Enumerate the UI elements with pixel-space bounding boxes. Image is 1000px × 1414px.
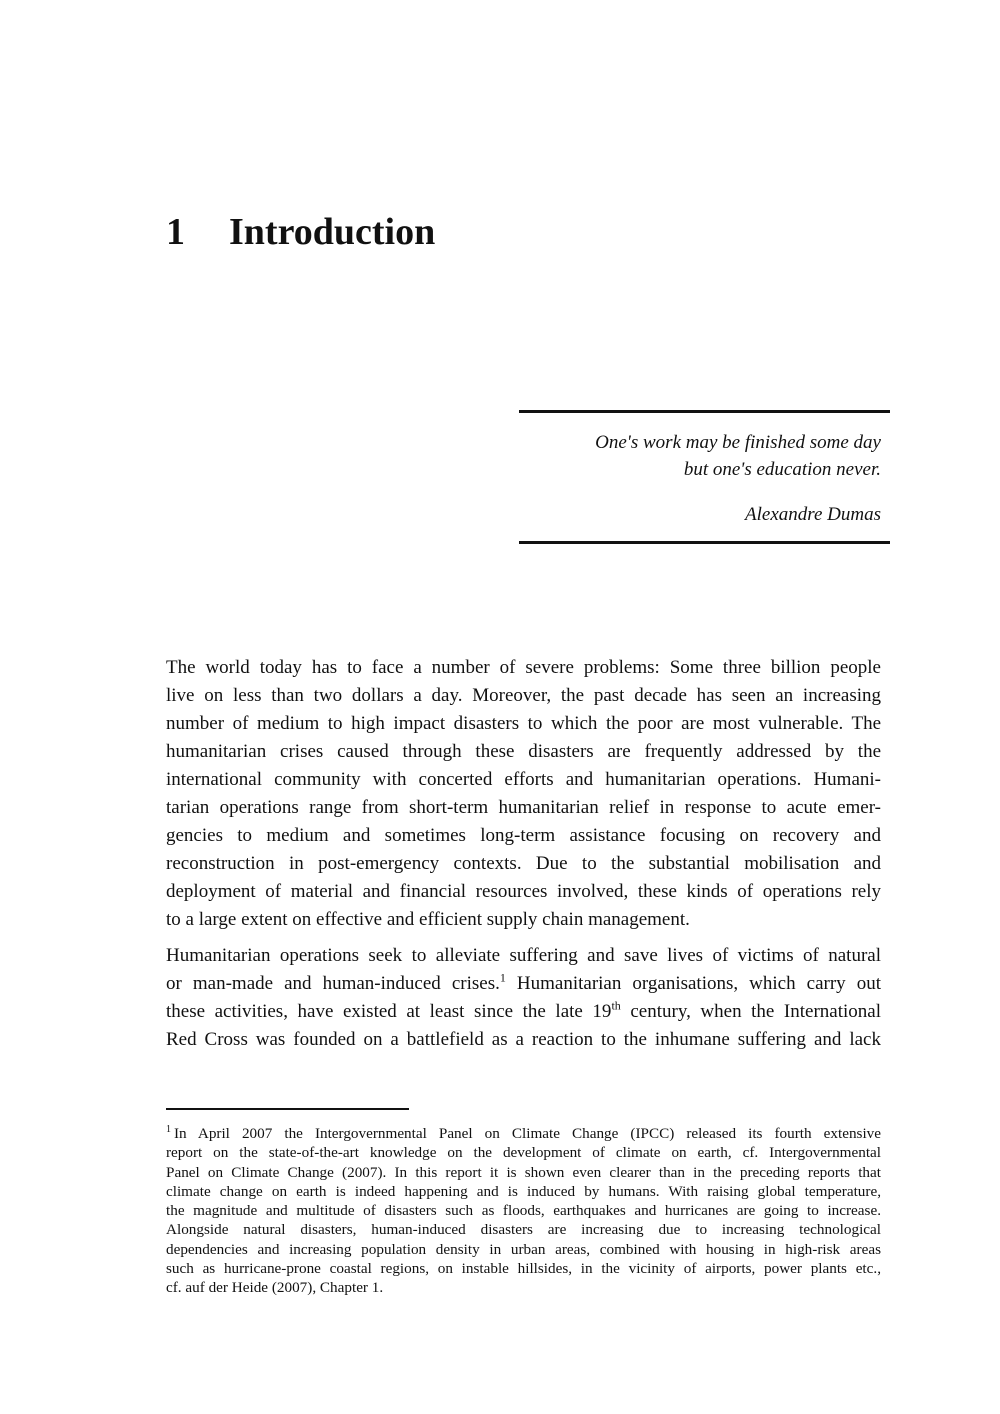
footnote bbox=[166, 1124, 881, 1298]
footnote-line: Panel on Climate Change (2007). In this report it is shown even clearer than in the preceding reports that bbox=[166, 1163, 881, 1181]
paragraph-line: international community with concerted efforts and humanitarian operations. Humani- bbox=[166, 769, 881, 790]
epigraph-quote-line-2: but one's education never. bbox=[683, 459, 881, 480]
chapter-title: Introduction bbox=[229, 211, 436, 253]
footnote-line: such as hurricane-prone coastal regions, on instable hillsides, in the vicinity of airports, power plants etc., bbox=[166, 1260, 881, 1278]
paragraph-line: number of medium to high impact disasters to which the poor are most vulnerable. The bbox=[166, 713, 881, 734]
paragraph-line: gencies to medium and sometimes long-term assistance focusing on recovery and bbox=[166, 825, 881, 846]
paragraph-line: Humanitarian operations seek to alleviate suffering and save lives of victims of natural bbox=[166, 945, 881, 966]
paragraph-line: live on less than two dollars a day. Moreover, the past decade has seen an increasing bbox=[166, 685, 881, 706]
epigraph-bottom-rule bbox=[519, 541, 890, 544]
footnote-text: In April 2007 the Intergovernmental Panel on Climate Change (IPCC) released its fourth extensive bbox=[174, 1125, 881, 1142]
footnote-line: the magnitude and multitude of disasters such as floods, earthquakes and hurricanes are going to increase. bbox=[166, 1202, 881, 1220]
footnote-line: report on the state-of-the-art knowledge on the development of climate on earth, cf. Intergovernmental bbox=[166, 1144, 881, 1162]
paragraph-line: Red Cross was founded on a battlefield as a reaction to the inhumane suffering and lack bbox=[166, 1029, 881, 1050]
footnote-line: dependencies and increasing population density in urban areas, combined with housing in high-risk areas bbox=[166, 1240, 881, 1258]
epigraph bbox=[519, 410, 890, 544]
footnote-line: Alongside natural disasters, human-induced disasters are increasing due to increasing technological bbox=[166, 1221, 881, 1239]
paragraph-line: humanitarian crises caused through these disasters are frequently addressed by the bbox=[166, 741, 881, 762]
paragraph-line: to a large extent on effective and efficient supply chain management. bbox=[166, 909, 690, 930]
line-text: or man-made and human-induced crises. bbox=[166, 973, 500, 994]
footnote-line bbox=[166, 1124, 881, 1143]
paragraph-2 bbox=[166, 942, 881, 1054]
footnote-number: 1 bbox=[166, 1123, 171, 1135]
line-text: these activities, have existed at least since the late 19 bbox=[166, 1001, 612, 1022]
paragraph-line bbox=[166, 970, 881, 998]
paragraph-line: reconstruction in post-emergency contexts. Due to the substantial mobilisation and bbox=[166, 853, 881, 874]
ordinal-superscript: th bbox=[611, 998, 621, 1013]
footnote-line: climate change on earth is indeed happening and is induced by humans. With raising global temperature, bbox=[166, 1182, 881, 1200]
line-text: Humanitarian organisations, which carry out bbox=[505, 973, 882, 994]
epigraph-author: Alexandre Dumas bbox=[745, 504, 881, 525]
footnote-reference: 1 bbox=[499, 970, 506, 985]
paragraph-1 bbox=[166, 654, 881, 934]
chapter-heading bbox=[166, 206, 435, 258]
epigraph-top-rule bbox=[519, 410, 890, 413]
epigraph-quote-line-1: One's work may be finished some day bbox=[595, 432, 881, 453]
paragraph-line: The world today has to face a number of severe problems: Some three billion people bbox=[166, 657, 881, 678]
footnote-line: cf. auf der Heide (2007), Chapter 1. bbox=[166, 1279, 384, 1297]
paragraph-line: tarian operations range from short-term humanitarian relief in response to acute emer- bbox=[166, 797, 881, 818]
chapter-number: 1 bbox=[166, 211, 185, 253]
footnote-separator bbox=[166, 1108, 409, 1110]
paragraph-line bbox=[166, 998, 881, 1026]
line-text: century, when the International bbox=[620, 1001, 881, 1022]
paragraph-line: deployment of material and financial resources involved, these kinds of operations rely bbox=[166, 881, 881, 902]
